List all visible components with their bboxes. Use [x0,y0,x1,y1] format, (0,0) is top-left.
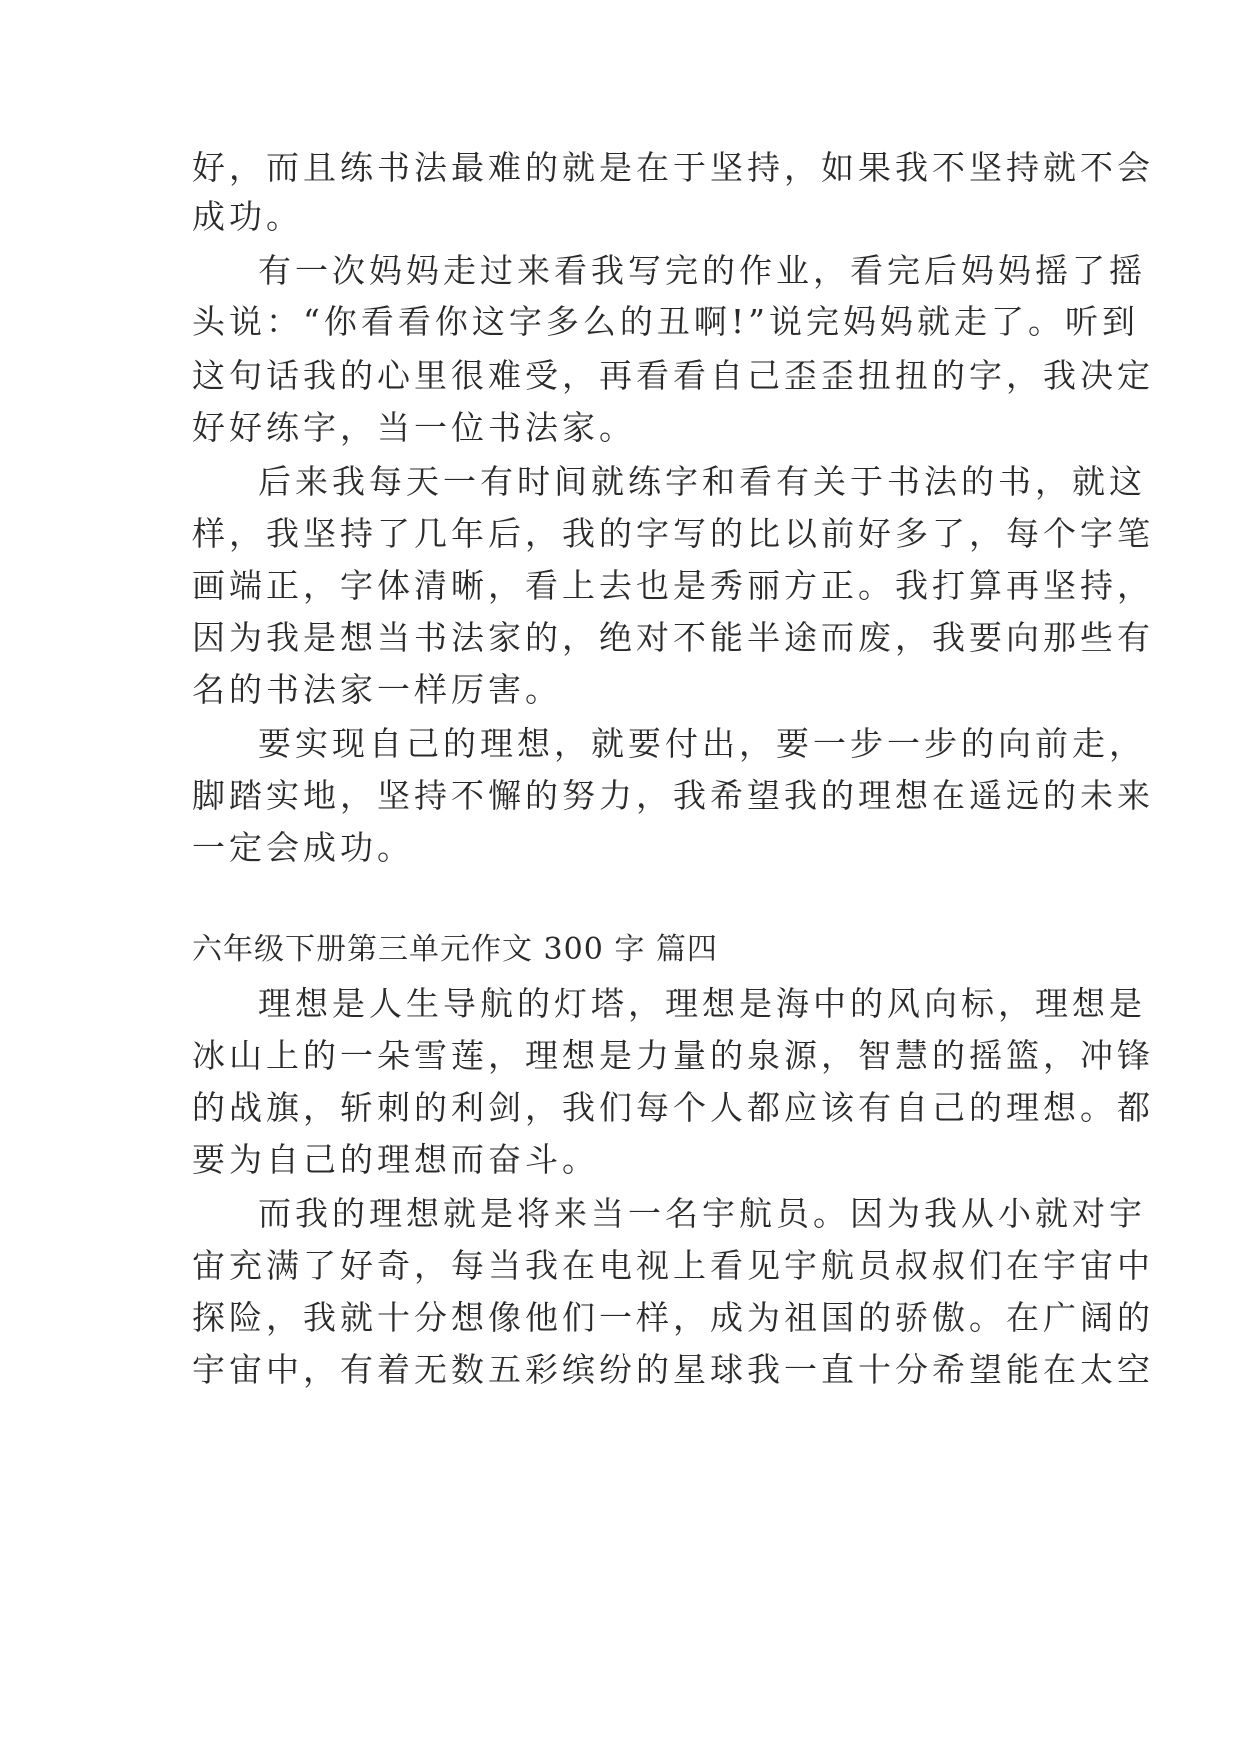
text-line: 画端正，字体清晰，看上去也是秀丽方正。我打算再坚持， [192,566,1154,605]
text-line: 成功。 [192,197,303,236]
text-line: 样，我坚持了几年后，我的字写的比以前好多了，每个字笔 [192,514,1154,553]
text-line: 因为我是想当书法家的，绝对不能半途而废，我要向那些有 [192,618,1154,657]
paragraph-start-line: 后来我每天一有时间就练字和看有关于书法的书，就这 [258,462,1146,501]
text-line: 这句话我的心里很难受，再看看自己歪歪扭扭的字，我决定 [192,356,1154,395]
text-line: 宇宙中，有着无数五彩缤纷的星球我一直十分希望能在太空 [192,1350,1154,1389]
paragraph-start-line: 要实现自己的理想，就要付出，要一步一步的向前走， [258,724,1146,763]
text-line: 名的书法家一样厉害。 [192,670,562,709]
text-line: 的战旗，斩刺的利剑，我们每个人都应该有自己的理想。都 [192,1088,1154,1127]
text-line: 好，而且练书法最难的就是在于坚持，如果我不坚持就不会 [192,148,1154,187]
text-line: 脚踏实地，坚持不懈的努力，我希望我的理想在遥远的未来 [192,776,1154,815]
paragraph-start-line: 理想是人生导航的灯塔，理想是海中的风向标，理想是 [258,984,1146,1023]
text-line: 好好练字，当一位书法家。 [192,408,636,447]
text-line: 一定会成功。 [192,828,414,867]
paragraph-start-line: 有一次妈妈走过来看我写完的作业，看完后妈妈摇了摇 [258,251,1146,290]
text-line: 宙充满了好奇，每当我在电视上看见宇航员叔叔们在宇宙中 [192,1246,1154,1285]
section-heading: 六年级下册第三单元作文 300 字 篇四 [192,932,718,967]
paragraph-start-line: 而我的理想就是将来当一名宇航员。因为我从小就对宇 [258,1194,1146,1233]
text-line: 要为自己的理想而奋斗。 [192,1140,599,1179]
text-line: 探险，我就十分想像他们一样，成为祖国的骄傲。在广阔的 [192,1298,1154,1337]
text-line: 冰山上的一朵雪莲，理想是力量的泉源，智慧的摇篮，冲锋 [192,1036,1154,1075]
text-line: 头说：“你看看你这字多么的丑啊!”说完妈妈就走了。听到 [192,302,1140,341]
